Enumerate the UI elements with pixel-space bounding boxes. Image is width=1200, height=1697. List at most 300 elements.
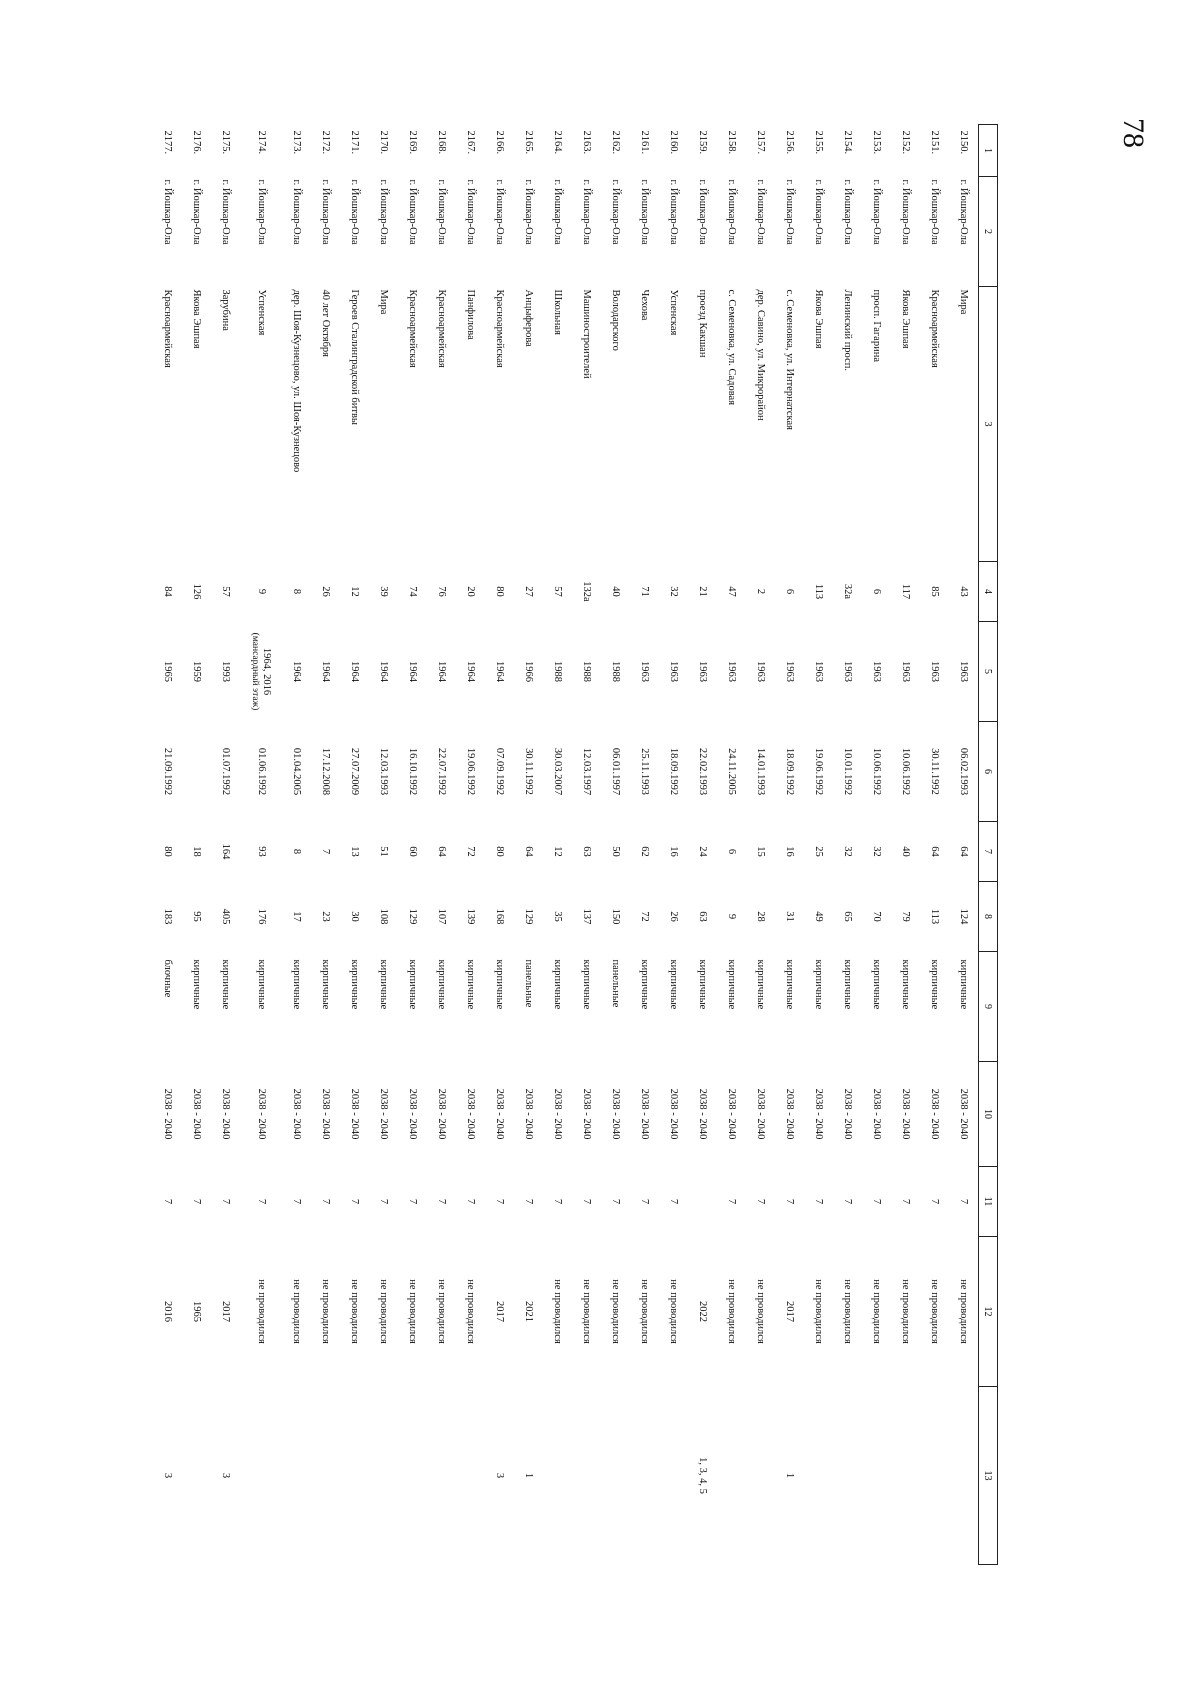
street-cell: Машиностроителей — [581, 289, 593, 379]
period-cell: 2038 - 2040 — [784, 1088, 796, 1140]
year-cell: 1963 — [900, 661, 912, 682]
column-header-11: 11 — [979, 1167, 998, 1237]
row-number: 2158. — [726, 130, 738, 155]
col13-cell — [891, 1387, 920, 1565]
wall-material-cell: кирпичные — [755, 959, 767, 1010]
city-cell: г. Йошкар-Ола — [220, 179, 232, 245]
col8-cell: 405 — [220, 908, 232, 925]
city-cell: г. Йошкар-Ола — [162, 179, 174, 245]
repair-cell: 2017 — [220, 1301, 232, 1322]
date-cell: 01.06.1992 — [255, 747, 267, 796]
year-cell: 1963 — [639, 661, 651, 682]
wall-material-cell: кирпичные — [697, 959, 709, 1010]
col11-cell: 7 — [255, 1198, 267, 1205]
table-row — [891, 125, 920, 1565]
col7-cell: 6 — [726, 848, 738, 855]
date-cell: 10.06.1992 — [900, 747, 912, 796]
date-cell: 06.02.1993 — [958, 747, 970, 796]
row-number: 2154. — [842, 130, 854, 155]
col11-cell: 7 — [494, 1198, 506, 1205]
col7-cell: 7 — [320, 848, 332, 855]
col11-cell: 7 — [639, 1198, 651, 1205]
col7-cell: 164 — [220, 843, 232, 860]
street-cell: Красноармейская — [436, 289, 448, 368]
house-cell: 80 — [494, 586, 506, 597]
period-cell: 2038 - 2040 — [162, 1088, 174, 1140]
column-header-2: 2 — [979, 177, 998, 287]
column-header-7: 7 — [979, 822, 998, 882]
row-number: 2169. — [407, 130, 419, 155]
col7-cell: 64 — [929, 846, 941, 857]
col13-cell: 1 — [784, 1472, 796, 1479]
city-cell: г. Йошкар-Ола — [958, 179, 970, 245]
col8-cell: 150 — [610, 908, 622, 925]
col8-cell: 65 — [842, 911, 854, 922]
period-cell: 2038 - 2040 — [378, 1088, 390, 1140]
col13-cell — [833, 1387, 862, 1565]
period-cell: 2038 - 2040 — [523, 1088, 535, 1140]
city-cell: г. Йошкар-Ола — [523, 179, 535, 245]
col8-cell: 72 — [639, 911, 651, 922]
street-cell: с. Семеновка, ул. Интернатская — [784, 289, 796, 430]
col13-cell — [746, 1387, 775, 1565]
city-cell: г. Йошкар-Ола — [349, 179, 361, 245]
street-cell: Мира — [378, 289, 390, 315]
street-cell: Красноармейская — [929, 289, 941, 368]
city-cell: г. Йошкар-Ола — [842, 179, 854, 245]
row-number: 2156. — [784, 130, 796, 155]
col11-cell: 7 — [842, 1198, 854, 1205]
city-cell: г. Йошкар-Ола — [697, 179, 709, 245]
house-cell: 12 — [349, 586, 361, 597]
city-cell: г. Йошкар-Ола — [320, 179, 332, 245]
house-cell: 47 — [726, 586, 738, 597]
col8-cell: 30 — [349, 911, 361, 922]
col11-cell: 7 — [755, 1198, 767, 1205]
period-cell: 2038 - 2040 — [610, 1088, 622, 1140]
column-header-1: 1 — [979, 125, 998, 177]
city-cell: г. Йошкар-Ола — [813, 179, 825, 245]
col8-cell: 28 — [755, 911, 767, 922]
date-cell: 01.07.1992 — [220, 747, 232, 796]
house-cell: 132а — [581, 581, 593, 602]
period-cell: 2038 - 2040 — [552, 1088, 564, 1140]
row-number: 2159. — [697, 130, 709, 155]
wall-material-cell: кирпичные — [255, 959, 267, 1010]
street-cell: Якова Эшпая — [900, 289, 912, 349]
col7-cell: 15 — [755, 846, 767, 857]
repair-cell: не проводился — [813, 1279, 825, 1344]
city-cell: г. Йошкар-Ола — [465, 179, 477, 245]
wall-material-cell: кирпичные — [220, 959, 232, 1010]
date-cell: 10.01.1992 — [842, 747, 854, 796]
street-cell: Чехова — [639, 289, 651, 321]
table-row — [282, 125, 311, 1565]
table-row — [240, 125, 282, 1565]
repair-cell: 2021 — [523, 1301, 535, 1322]
col13-cell: 1 — [523, 1472, 535, 1479]
house-cell: 8 — [291, 588, 303, 595]
repair-cell: не проводился — [255, 1279, 267, 1344]
house-cell: 85 — [929, 586, 941, 597]
year-note: (мансардный этаж) — [250, 632, 261, 711]
col7-cell: 8 — [291, 848, 303, 855]
street-cell: Успенская — [255, 289, 267, 336]
street-cell: Успенская — [668, 289, 680, 336]
col8-cell: 168 — [494, 908, 506, 925]
row-number: 2160. — [668, 130, 680, 155]
col8-cell: 35 — [552, 911, 564, 922]
wall-material-cell: кирпичные — [726, 959, 738, 1010]
city-cell: г. Йошкар-Ола — [581, 179, 593, 245]
period-cell: 2038 - 2040 — [697, 1088, 709, 1140]
repair-cell: 2017 — [494, 1301, 506, 1322]
row-number: 2155. — [813, 130, 825, 155]
street-cell: Красноармейская — [407, 289, 419, 368]
period-cell: 2038 - 2040 — [407, 1088, 419, 1140]
city-cell: г. Йошкар-Ола — [494, 179, 506, 245]
table-row — [862, 125, 891, 1565]
year-cell: 1963 — [697, 661, 709, 682]
wall-material-cell: кирпичные — [581, 959, 593, 1010]
col13-cell: 3 — [220, 1472, 232, 1479]
house-cell: 76 — [436, 586, 448, 597]
city-cell: г. Йошкар-Ола — [191, 179, 203, 245]
wall-material-cell: панельные — [610, 959, 622, 1008]
city-cell: г. Йошкар-Ола — [871, 179, 883, 245]
col8-cell: 26 — [668, 911, 680, 922]
col7-cell: 64 — [523, 846, 535, 857]
table-row — [543, 125, 572, 1565]
col13-cell — [862, 1387, 891, 1565]
col11-cell: 7 — [220, 1198, 232, 1205]
wall-material-cell: кирпичные — [784, 959, 796, 1010]
house-cell: 74 — [407, 586, 419, 597]
repair-cell: не проводился — [436, 1279, 448, 1344]
city-cell: г. Йошкар-Ола — [726, 179, 738, 245]
date-cell: 27.07.2009 — [349, 747, 361, 796]
date-cell: 22.02.1993 — [697, 747, 709, 796]
repair-cell: 2017 — [784, 1301, 796, 1322]
house-cell: 26 — [320, 586, 332, 597]
table-row — [456, 125, 485, 1565]
col8-cell: 124 — [958, 908, 970, 925]
row-number: 2163. — [581, 130, 593, 155]
house-cell: 6 — [871, 588, 883, 595]
col8-cell: 17 — [291, 911, 303, 922]
period-cell: 2038 - 2040 — [668, 1088, 680, 1140]
col11-cell: 7 — [581, 1198, 593, 1205]
housing-table-sheet — [162, 124, 998, 1564]
col13-cell — [601, 1387, 630, 1565]
repair-cell: не проводился — [668, 1279, 680, 1344]
repair-cell: не проводился — [958, 1279, 970, 1344]
street-cell: Зарубина — [220, 289, 232, 331]
table-row — [182, 125, 211, 1565]
col11-cell: 7 — [378, 1198, 390, 1205]
row-number: 2168. — [436, 130, 448, 155]
year-cell: 1965 — [162, 661, 174, 682]
row-number: 2175. — [220, 130, 232, 155]
year-cell: 1964 — [291, 661, 303, 682]
column-header-10: 10 — [979, 1062, 998, 1167]
col7-cell: 62 — [639, 846, 651, 857]
house-cell: 57 — [220, 586, 232, 597]
repair-cell: 2016 — [162, 1301, 174, 1322]
repair-cell: не проводился — [320, 1279, 332, 1344]
street-cell: Красноармейская — [162, 289, 174, 368]
date-cell: 06.01.1997 — [610, 747, 622, 796]
year-cell: 1963 — [929, 661, 941, 682]
col11-cell: 7 — [465, 1198, 477, 1205]
street-cell: проезд Какшан — [697, 289, 709, 358]
repair-cell: не проводился — [842, 1279, 854, 1344]
col13-cell — [398, 1387, 427, 1565]
year-cell: 1963 — [813, 661, 825, 682]
house-cell: 126 — [191, 583, 203, 600]
col13-cell — [949, 1387, 979, 1565]
date-cell: 12.03.1993 — [378, 747, 390, 796]
house-cell: 6 — [784, 588, 796, 595]
col13-cell: 3 — [494, 1472, 506, 1479]
date-cell: 10.06.1992 — [871, 747, 883, 796]
wall-material-cell: кирпичные — [191, 959, 203, 1010]
city-cell: г. Йошкар-Ола — [900, 179, 912, 245]
col8-cell: 70 — [871, 911, 883, 922]
col7-cell: 24 — [697, 846, 709, 857]
period-cell: 2038 - 2040 — [958, 1088, 970, 1140]
column-header-9: 9 — [979, 952, 998, 1062]
wall-material-cell: кирпичные — [552, 959, 564, 1010]
year-cell: 1988 — [552, 661, 564, 682]
house-cell: 27 — [523, 586, 535, 597]
row-number: 2165. — [523, 130, 535, 155]
city-cell: г. Йошкар-Ола — [755, 179, 767, 245]
date-cell: 17.12.2008 — [320, 747, 332, 796]
col11-cell: 7 — [958, 1198, 970, 1205]
table-row — [153, 125, 182, 1565]
table-row — [601, 125, 630, 1565]
header-row — [979, 125, 998, 1565]
year-cell: 1964 — [349, 661, 361, 682]
col13-cell — [369, 1387, 398, 1565]
repair-cell: 1965 — [191, 1301, 203, 1322]
repair-cell: не проводился — [871, 1279, 883, 1344]
house-cell: 20 — [465, 586, 477, 597]
wall-material-cell: кирпичные — [436, 959, 448, 1010]
year-cell: 1993 — [220, 661, 232, 682]
col7-cell: 93 — [255, 846, 267, 857]
street-cell: Володарского — [610, 289, 622, 351]
house-cell: 2 — [755, 588, 767, 595]
col8-cell: 9 — [726, 913, 738, 920]
house-cell: 32 — [668, 586, 680, 597]
wall-material-cell: кирпичные — [842, 959, 854, 1010]
year-cell: 1963 — [726, 661, 738, 682]
city-cell: г. Йошкар-Ола — [378, 179, 390, 245]
col8-cell: 107 — [436, 908, 448, 925]
col7-cell: 64 — [436, 846, 448, 857]
year-cell: 1963 — [668, 661, 680, 682]
year-cell: 1964 — [436, 661, 448, 682]
housing-table — [153, 124, 998, 1565]
table-row — [211, 125, 240, 1565]
house-cell: 32а — [842, 583, 854, 600]
street-cell: Ленинский просп. — [842, 289, 854, 371]
repair-cell: не проводился — [726, 1279, 738, 1344]
column-header-13: 13 — [979, 1387, 998, 1565]
col11-cell: 7 — [320, 1198, 332, 1205]
wall-material-cell: кирпичные — [291, 959, 303, 1010]
wall-material-cell: кирпичные — [494, 959, 506, 1010]
house-cell: 43 — [958, 586, 970, 597]
street-cell: Анцыферова — [523, 289, 535, 347]
col8-cell: 79 — [900, 911, 912, 922]
repair-cell: не проводился — [349, 1279, 361, 1344]
col7-cell: 80 — [162, 846, 174, 857]
row-number: 2157. — [755, 130, 767, 155]
date-cell: 22.07.1992 — [436, 747, 448, 796]
col8-cell: 63 — [697, 911, 709, 922]
col7-cell: 51 — [378, 846, 390, 857]
col8-cell: 95 — [191, 911, 203, 922]
street-cell: Школьная — [552, 289, 564, 335]
col8-cell: 137 — [581, 908, 593, 925]
wall-material-cell: кирпичные — [407, 959, 419, 1010]
table-row — [717, 125, 746, 1565]
col8-cell: 129 — [523, 908, 535, 925]
street-cell: Якова Эшпая — [813, 289, 825, 349]
col7-cell: 18 — [191, 846, 203, 857]
period-cell: 2038 - 2040 — [291, 1088, 303, 1140]
repair-cell: не проводился — [755, 1279, 767, 1344]
period-cell: 2038 - 2040 — [581, 1088, 593, 1140]
wall-material-cell: блочные — [162, 959, 174, 998]
table-row — [630, 125, 659, 1565]
repair-cell: не проводился — [639, 1279, 651, 1344]
repair-cell: не проводился — [610, 1279, 622, 1344]
year-cell: 1964 — [494, 661, 506, 682]
col11-cell: 7 — [726, 1198, 738, 1205]
date-cell: 07.09.1992 — [494, 747, 506, 796]
repair-cell: 2022 — [697, 1301, 709, 1322]
street-cell: Красноармейская — [494, 289, 506, 368]
table-row — [746, 125, 775, 1565]
col13-cell — [920, 1387, 949, 1565]
column-header-8: 8 — [979, 882, 998, 952]
period-cell: 2038 - 2040 — [755, 1088, 767, 1140]
col8-cell: 139 — [465, 908, 477, 925]
col7-cell: 72 — [465, 846, 477, 857]
year-cell: 1959 — [191, 661, 203, 682]
period-cell: 2038 - 2040 — [726, 1088, 738, 1140]
table-row — [688, 125, 717, 1565]
col13-cell — [804, 1387, 833, 1565]
col13-cell: 3 — [162, 1472, 174, 1479]
col7-cell: 25 — [813, 846, 825, 857]
col7-cell: 64 — [958, 846, 970, 857]
wall-material-cell: панельные — [523, 959, 535, 1008]
col13-cell: 1, 3, 4, 5 — [697, 1457, 709, 1494]
row-number: 2173. — [291, 130, 303, 155]
row-number: 2153. — [871, 130, 883, 155]
period-cell: 2038 - 2040 — [255, 1088, 267, 1140]
year-cell: 1964 — [465, 661, 477, 682]
city-cell: г. Йошкар-Ола — [436, 179, 448, 245]
col11-cell: 7 — [929, 1198, 941, 1205]
date-cell: 21.09.1992 — [162, 747, 174, 796]
period-cell: 2038 - 2040 — [465, 1088, 477, 1140]
street-cell: Якова Эшпая — [191, 289, 203, 349]
year-cell: 1988 — [610, 661, 622, 682]
col13-cell — [282, 1387, 311, 1565]
street-cell: Героев Сталинградской битвы — [349, 289, 361, 425]
house-cell: 117 — [900, 583, 912, 600]
date-cell: 30.11.1992 — [523, 748, 535, 795]
year-cell: 1966 — [523, 661, 535, 682]
house-cell: 113 — [813, 583, 825, 600]
period-cell: 2038 - 2040 — [320, 1088, 332, 1140]
street-cell: 40 лет Октября — [320, 289, 332, 357]
date-cell: 18.09.1992 — [784, 747, 796, 796]
row-number: 2150. — [958, 130, 970, 155]
col8-cell: 113 — [929, 908, 941, 925]
col7-cell: 32 — [842, 846, 854, 857]
col8-cell: 176 — [255, 908, 267, 925]
row-number: 2174. — [255, 130, 267, 155]
table-row — [427, 125, 456, 1565]
house-cell: 84 — [162, 586, 174, 597]
col11-cell: 7 — [668, 1198, 680, 1205]
date-cell: 30.11.1992 — [929, 748, 941, 795]
col11-cell: 7 — [552, 1198, 564, 1205]
year-cell: 1964, 2016 (мансардный этаж) — [240, 622, 282, 722]
col8-cell: 108 — [378, 908, 390, 925]
table-row — [804, 125, 833, 1565]
date-cell: 12.03.1997 — [581, 747, 593, 796]
date-cell: 01.04.2005 — [291, 747, 303, 796]
col8-cell: 49 — [813, 911, 825, 922]
col7-cell: 16 — [668, 846, 680, 857]
column-header-4: 4 — [979, 562, 998, 622]
year-cell: 1963 — [958, 661, 970, 682]
wall-material-cell: кирпичные — [378, 959, 390, 1010]
city-cell: г. Йошкар-Ола — [552, 179, 564, 245]
col8-cell: 23 — [320, 911, 332, 922]
house-cell: 57 — [552, 586, 564, 597]
period-cell: 2038 - 2040 — [191, 1088, 203, 1140]
col13-cell — [543, 1387, 572, 1565]
wall-material-cell: кирпичные — [668, 959, 680, 1010]
street-cell: дер. Шоя-Кузнецово, ул. Шоя-Кузнецово — [291, 289, 303, 473]
wall-material-cell: кирпичные — [900, 959, 912, 1010]
period-cell: 2038 - 2040 — [220, 1088, 232, 1140]
date-cell: 25.11.1993 — [639, 748, 651, 795]
wall-material-cell: кирпичные — [639, 959, 651, 1010]
table-row — [514, 125, 543, 1565]
col11-cell: 7 — [291, 1198, 303, 1205]
col11-cell: 7 — [813, 1198, 825, 1205]
city-cell: г. Йошкар-Ола — [255, 179, 267, 245]
year-cell: 1963 — [755, 661, 767, 682]
row-number: 2166. — [494, 130, 506, 155]
table-row — [920, 125, 949, 1565]
street-cell: Панфилова — [465, 289, 477, 340]
col11-cell: 7 — [436, 1198, 448, 1205]
row-number: 2172. — [320, 130, 332, 155]
wall-material-cell: кирпичные — [958, 959, 970, 1010]
col7-cell: 40 — [900, 846, 912, 857]
